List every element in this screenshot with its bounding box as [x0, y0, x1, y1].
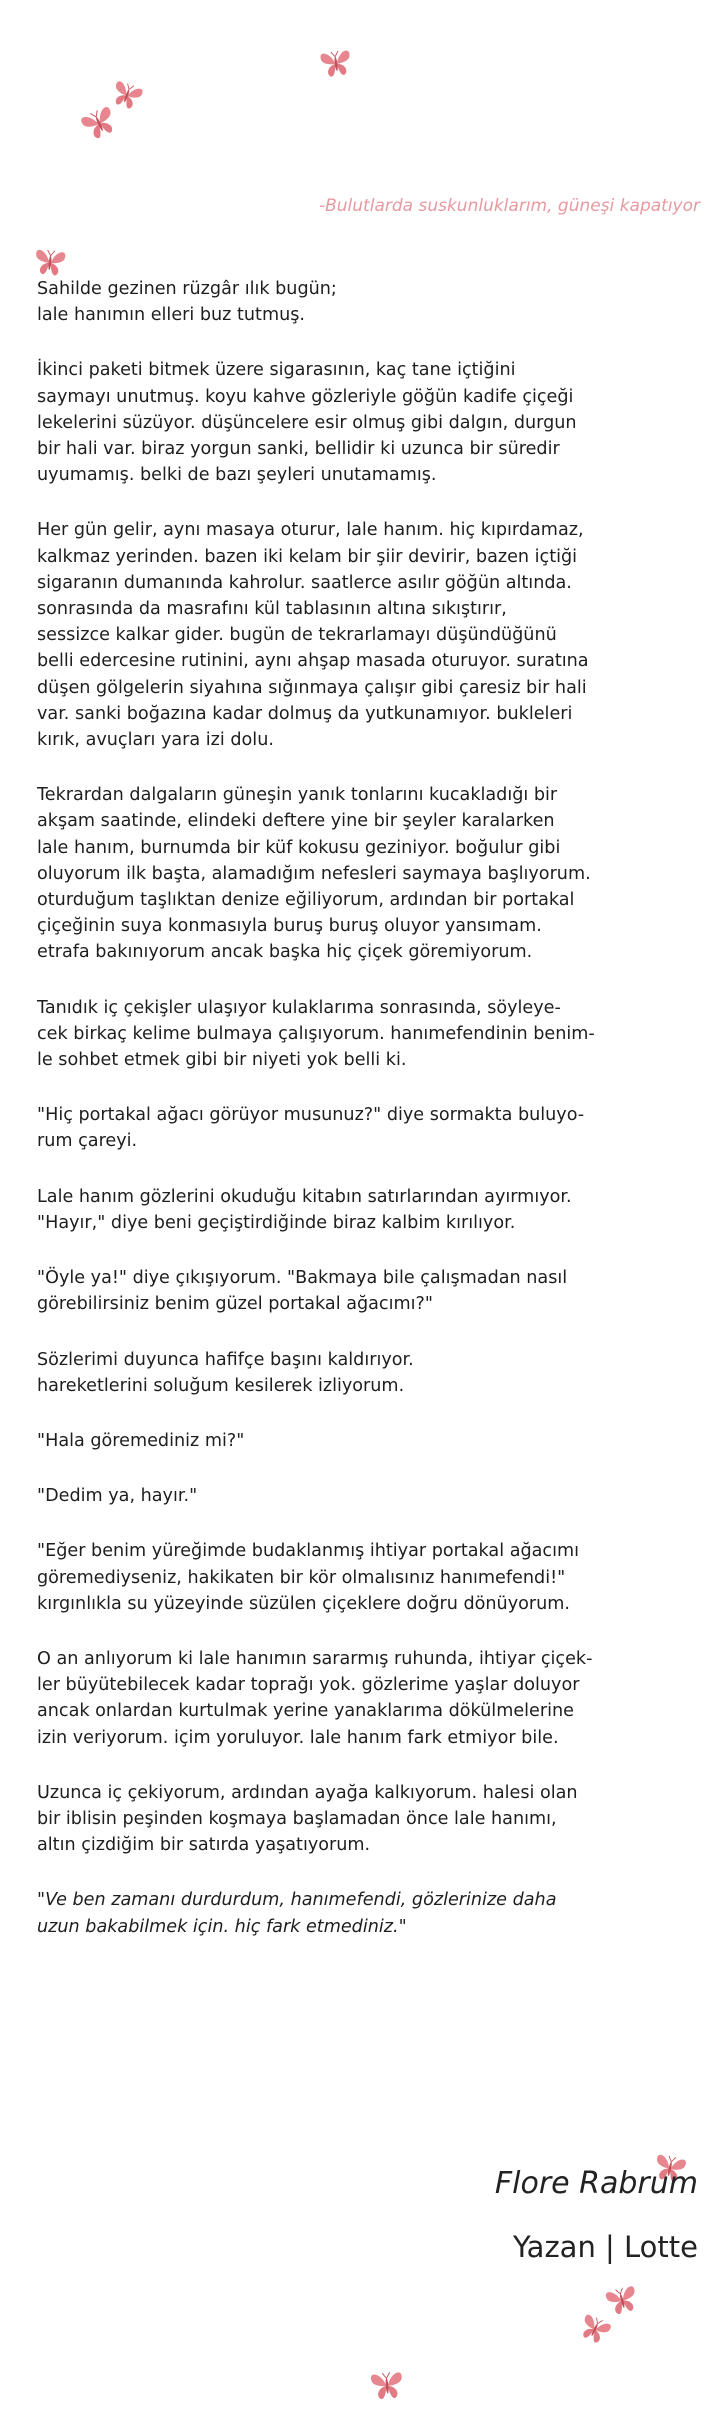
paragraph: Tekrardan dalgaların güneşin yanık tonlarını kucakladığı bir akşam saatinde, elindeki deftere yine bir şeyler karalarken lale hanım, burnumda bir küf kokusu geziniyor. boğulur gibi oluyorum ilk başta, alamadığım nefesleri saymaya başlıyorum. oturduğum taşlıktan denize eğiliyorum, ardından bir portakal çiçeğinin suya konmasıyla buruş buruş oluyor yansımam. etrafa bakınıyorum ancak başka hiç çiçek göremiyorum. — [37, 785, 591, 963]
paragraph: Her gün gelir, aynı masaya oturur, lale hanım. hiç kıpırdamaz, kalkmaz yerinden. bazen iki kelam bir şiir devirir, bazen içtiği sigaranın dumanında kahrolur. saatlerce asılır göğün altında. sonrasında da masrafını kül tablasının altına sıkıştırır, sessizce kalkar gider. bugün de tekrarlamayı düşündüğünü belli edercesine rutinini, aynı ahşap masada oturuyor. suratına düşen gölgelerin siyahına sığınmaya çalışır gibi çaresiz bir hali var. sanki boğazına kadar dolmuş da yutkunamıyor. bukleleri kırık, avuçları yara izi dolu. — [37, 520, 589, 751]
paragraph: "Dedim ya, hayır." — [37, 1486, 198, 1507]
closing-quote: "Ve ben zamanı durdurdum, hanımefendi, gözlerinize daha uzun bakabilmek için. hiç fark etmediniz." — [37, 1890, 557, 1937]
paragraph: İkinci paketi bitmek üzere sigarasının, kaç tane içtiğini saymayı unutmuş. koyu kahve gözleriyle göğün kadife çiçeği lekelerini süzüyor. düşüncelere esir olmuş gibi dalgın, durgun bir hali var. biraz yorgun sanki, bellidir ki uzunca bir süredir uyumamış. belki de bazı şeyleri unutamamış. — [37, 360, 577, 486]
paragraph: Sözlerimi duyunca hafifçe başını kaldırıyor. hareketlerini soluğum kesilerek izliyorum. — [37, 1349, 414, 1396]
paragraph: "Eğer benim yüreğimde budaklanmış ihtiyar portakal ağacımı göremediyseniz, hakikaten bir kör olmalısınız hanımefendi!" kırgınlıkla su yüzeyinde süzülen çiçeklere doğru dönüyorum. — [37, 1541, 580, 1614]
paragraph: "Öyle ya!" diye çıkışıyorum. "Bakmaya bile çalışmadan nasıl görebilirsiniz benim güzel portakal ağacımı?" — [37, 1268, 568, 1315]
paragraph: O an anlıyorum ki lale hanımın sararmış ruhunda, ihtiyar çiçek- ler büyütebilecek kadar toprağı yok. gözlerime yaşlar doluyor ancak onlardan kurtulmak yerine yanaklarıma dökülmelerine izin veriyorum. içim yoruluyor. lale hanım fark etmiyor bile. — [37, 1648, 593, 1748]
paragraph: Uzunca iç çekiyorum, ardından ayağa kalkıyorum. halesi olan bir iblisin peşinden koşmaya başlamadan önce lale hanımı, altın çizdiğim bir satırda yaşatıyorum. — [37, 1782, 578, 1856]
paragraph: Lale hanım gözlerini okuduğu kitabın satırlarından ayırmıyor. "Hayır," diye beni geçiştirdiğinde biraz kalbim kırılıyor. — [37, 1186, 572, 1233]
author-name: Flore Rabrum — [494, 2166, 698, 2201]
butterfly-icon — [316, 43, 357, 84]
story-body — [37, 276, 697, 1969]
paragraph: "Hiç portakal ağacı görüyor musunuz?" diye sormakta buluyo- rum çareyi. — [37, 1105, 585, 1152]
author-credit: Yazan | Lotte — [512, 2230, 698, 2264]
paragraph: Sahilde gezinen rüzgâr ılık bugün; lale hanımın elleri buz tutmuş. — [37, 279, 337, 326]
epigraph: -Bulutlarda suskunluklarım, güneşi kapatıyor — [318, 196, 700, 216]
paragraph: Tanıdık iç çekişler ulaşıyor kulaklarıma sonrasında, söyleye- cek birkaç kelime bulmaya çalışıyorum. hanımefendinin benim- le sohbet etmek gibi bir niyeti yok belli ki. — [37, 997, 595, 1071]
butterfly-icon — [366, 2364, 407, 2405]
paragraph: "Hala göremediniz mi?" — [37, 1430, 245, 1451]
